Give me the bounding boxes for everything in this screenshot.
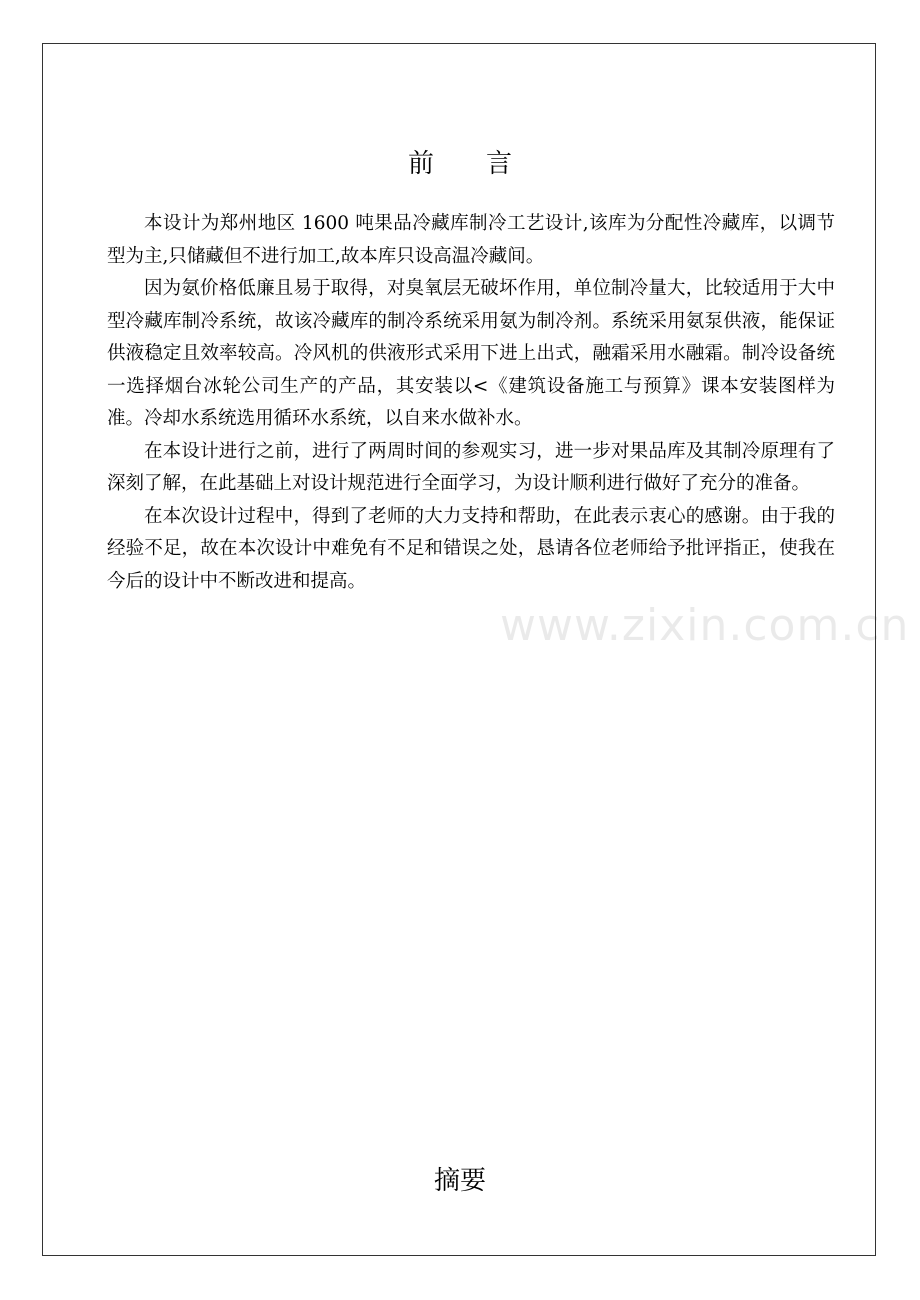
paragraph: 在本次设计过程中，得到了老师的大力支持和帮助，在此表示衷心的感谢。由于我的经验不足，故在本次设计中难免有不足和错误之处，恳请各位老师给予批评指正，使我在今后的设计中不断改进和提高。 — [107, 505, 835, 592]
heading-char-2: 言 — [486, 149, 513, 179]
preface-heading — [0, 143, 920, 180]
watermark: www.zixin.com.cn — [500, 600, 910, 651]
preface-body — [107, 208, 835, 598]
paragraph: 本设计为郑州地区 1600 吨果品冷藏库制冷工艺设计,该库为分配性冷藏库，以调节型为主,只储藏但不进行加工,故本库只设高温冷藏间。 — [107, 213, 835, 267]
paragraph: 在本设计进行之前，进行了两周时间的参观实习，进一步对果品库及其制冷原理有了深刻了解，在此基础上对设计规范进行全面学习，为设计顺利进行做好了充分的准备。 — [107, 440, 835, 494]
heading-char-1: 前 — [407, 149, 434, 179]
paragraph: 因为氨价格低廉且易于取得，对臭氧层无破坏作用，单位制冷量大，比较适用于大中型冷藏库制冷系统，故该冷藏库的制冷系统采用氨为制冷剂。系统采用氨泵供液，能保证供液稳定且效率较高。冷风机的供液形式采用下进上出式，融霜采用水融霜。制冷设备统一选择烟台冰轮公司生产的产品，其安装以<《建筑设备施工与预算》课本安装图样为准。冷却水系统选用循环水系统，以自来水做补水。 — [107, 278, 835, 429]
abstract-title: 摘要 — [433, 1166, 486, 1196]
